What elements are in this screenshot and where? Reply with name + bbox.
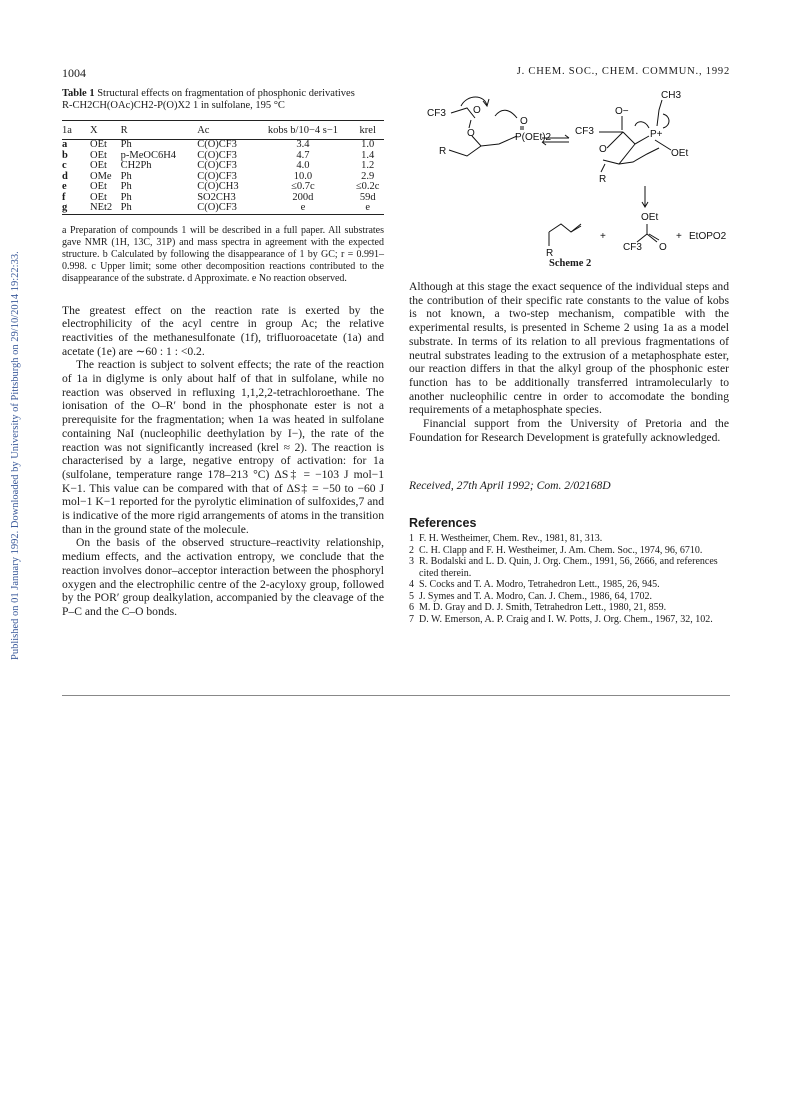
scheme-label: O xyxy=(473,105,481,116)
product-allyl-bonds xyxy=(549,224,581,246)
page-bottom-rule xyxy=(62,695,730,696)
table-row xyxy=(62,140,384,151)
table-cell: C(O)CH3 xyxy=(197,181,239,192)
scheme-label: OEt xyxy=(641,212,659,223)
table-cell: OEt xyxy=(90,181,107,192)
scheme-label: CF3 xyxy=(623,242,642,253)
table-cell: 3.4 xyxy=(296,139,310,150)
scheme-label: P+ xyxy=(650,129,663,140)
table-column-header: X xyxy=(90,125,98,136)
table-cell: C(O)CF3 xyxy=(197,202,237,213)
left-body-text xyxy=(62,304,384,619)
reference-number: 2 xyxy=(409,544,414,556)
table-cell: CH2Ph xyxy=(120,160,152,171)
table-column-header: R xyxy=(120,125,128,136)
left-column xyxy=(62,88,384,619)
references-heading: References xyxy=(409,516,477,530)
table-cell: Ph xyxy=(120,181,132,192)
table-cell: Ph xyxy=(120,139,132,150)
side-note-text: Published on 01 January 1992. Downloaded by University of Pittsburgh on 29/10/2014 19:22:33. xyxy=(10,251,21,660)
table-cell: 4.0 xyxy=(296,160,310,171)
scheme-label: EtOPO2 xyxy=(689,231,727,242)
table-cell: Ph xyxy=(120,191,132,203)
scheme-label: R xyxy=(546,248,554,259)
table-label: Table 1 xyxy=(62,88,95,99)
table-cell: SO2CH3 xyxy=(197,191,236,203)
reference-number: 6 xyxy=(409,602,414,613)
reference-item xyxy=(409,591,729,603)
reference-number: 4 xyxy=(409,579,414,590)
reference-text: S. Cocks and T. A. Modro, Tetrahedron Lett., 1985, 26, 945. xyxy=(419,579,660,590)
table-cell: e xyxy=(300,202,306,213)
table-cell: NEt2 xyxy=(90,202,113,213)
table-cell: e xyxy=(62,181,67,192)
paragraph: The reaction is subject to solvent effects; the rate of the reaction of 1a in diglyme is only about half of that in sulfolane, while no reaction was observed in refluxing 1,1,2,2-tetrachloroethane. The ionisation of the O–R′ bond in the phosphonate ester is not a prerequisite for the fragmentation; when 1a was heated in sulfolane containing NaI (nucleophilic deethylation by I−), the rate of the reaction was not significantly increased (krel ≈ 2). The reaction is characterised by a large, negative entropy of activation: for 1a (sulfolane, temperature range 178–213 °C) ΔS‡ = −103 J mol−1 K−1. This value can be compared with that of ΔS‡ = −50 to −60 J mol−1 K−1 reported for the pyrolytic elimination of sulfoxides,7 and is indicative of the more rigid arrangements of atoms in the transition than in the ground state of the molecule. xyxy=(62,358,384,536)
table-cell: OMe xyxy=(90,170,112,182)
scheme-label: R xyxy=(599,174,607,185)
reference-item xyxy=(409,579,729,591)
table-cell: ≤0.2c xyxy=(355,181,380,192)
table-cell: a xyxy=(62,139,68,150)
table-column-header: kobs b/10−4 s−1 xyxy=(267,125,339,136)
table-cell: p-MeOC6H4 xyxy=(120,149,177,161)
table-cell: 1.0 xyxy=(361,139,375,150)
table-cell: e xyxy=(365,202,371,213)
reference-text: D. W. Emerson, A. P. Craig and I. W. Potts, J. Org. Chem., 1967, 32, 102. xyxy=(419,613,713,625)
table-header-row xyxy=(62,121,384,140)
scheme-label: O xyxy=(599,144,607,155)
download-side-note xyxy=(0,240,20,660)
reference-item xyxy=(409,556,729,579)
table-cell: OEt xyxy=(90,160,107,171)
reference-number: 1 xyxy=(409,533,414,544)
reference-text: F. H. Westheimer, Chem. Rev., 1981, 81, 313. xyxy=(419,533,603,544)
table-cell: C(O)CF3 xyxy=(197,149,237,161)
left-structure-bonds xyxy=(449,97,523,156)
reference-number: 7 xyxy=(409,613,414,625)
product-ester-bonds xyxy=(637,224,659,242)
table-caption-line2: R-CH2CH(OAc)CH2-P(O)X2 1 in sulfolane, 195 °C xyxy=(62,100,285,111)
scheme-label: O xyxy=(467,128,475,139)
table-cell: 1.2 xyxy=(361,160,375,171)
table-column-header: Ac xyxy=(197,125,210,136)
down-arrow xyxy=(642,186,648,207)
reference-text: C. H. Clapp and F. H. Westheimer, J. Am. Chem. Soc., 1974, 96, 6710. xyxy=(419,544,703,556)
table-cell: ≤0.7c xyxy=(291,181,315,192)
table-cell: 59d xyxy=(359,191,376,203)
table-caption-line1: Structural effects on fragmentation of phosphonic derivatives xyxy=(97,88,355,99)
reference-number: 3 xyxy=(409,556,414,567)
table-cell: 10.0 xyxy=(293,170,313,182)
paragraph: Although at this stage the exact sequence of the individual steps and the contribution of their specific rate constants to the value of kobs is not known, a two-step mechanism, compatible with the experimental results, is presented in Scheme 2 using 1a as a model substrate. In terms of its relation to all previous fragmentations of neutral substrates leading to the extrusion of a metaphosphate ester, our reaction differs in that the alkyl group of the phosphonic ester function has to be additionally transferred intramolecularly to another nucleophilic centre in order to accomodate the bonding requirements of a metaphosphate species. xyxy=(409,280,729,417)
reference-number: 5 xyxy=(409,590,414,602)
table-cell: 1.4 xyxy=(361,149,375,161)
table-column-header: krel xyxy=(359,125,376,136)
table-cell: 4.7 xyxy=(296,149,310,161)
scheme-label: OEt xyxy=(671,148,689,159)
scheme-label: CH3 xyxy=(661,90,682,101)
table-cell: 2.9 xyxy=(361,170,375,182)
reference-item xyxy=(409,545,729,557)
scheme-caption: Scheme 2 xyxy=(549,258,592,269)
table-cell: C(O)CF3 xyxy=(197,139,237,150)
paragraph: On the basis of the observed structure–reactivity relationship, medium effects, and the activation entropy, we conclude that the reaction involves donor–acceptor interaction between the phosphoryl oxygen and the electrophilic centre of the 2-acyloxy group, followed by the POR′ group dealkylation, accompanied by the cleavage of the P–C and the C–O bonds. xyxy=(62,536,384,618)
scheme-label: CF3 xyxy=(575,126,594,137)
table-cell: C(O)CF3 xyxy=(197,170,237,182)
table-body xyxy=(62,140,384,215)
paragraph: Financial support from the University of Pretoria and the Foundation for Research Development is gratefully acknowledged. xyxy=(409,417,729,444)
table-cell: C(O)CF3 xyxy=(197,160,237,171)
received-date: Received, 27th April 1992; Com. 2/02168D xyxy=(409,479,611,492)
reference-text: J. Symes and T. A. Modro, Can. J. Chem., 1986, 64, 1702. xyxy=(419,590,652,602)
reference-text: M. D. Gray and D. J. Smith, Tetrahedron Lett., 1980, 21, 859. xyxy=(419,602,667,613)
table-cell: g xyxy=(62,202,68,213)
table-cell: Ph xyxy=(120,170,132,182)
table-row xyxy=(62,203,384,214)
scheme-label: O− xyxy=(615,106,629,117)
reference-text: R. Bodalski and L. D. Quin, J. Org. Chem., 1991, 56, 2666, and references cited therein. xyxy=(419,556,718,579)
scheme-label: + xyxy=(600,231,606,242)
table-cell: f xyxy=(62,191,66,203)
table-cell: d xyxy=(62,170,68,182)
table-row xyxy=(62,182,384,193)
table-column-header: 1a xyxy=(62,125,72,136)
scheme-label: + xyxy=(676,231,682,242)
scheme-label: P(OEt)2 xyxy=(515,132,552,143)
reference-item xyxy=(409,614,729,626)
journal-header: J. CHEM. SOC., CHEM. COMMUN., 1992 xyxy=(516,66,730,77)
right-body-text xyxy=(409,280,729,444)
table-cell: OEt xyxy=(90,191,107,203)
paragraph: The greatest effect on the reaction rate is exerted by the electrophilicity of the acyl centre in group Ac; the relative reactivities of the methanesulfonate (1f), trifluoroacetate (1a) and acetate (1e) are ∼60 : 1 : <0.2. xyxy=(62,303,384,358)
page-number: 1004 xyxy=(62,66,86,80)
reference-item xyxy=(409,602,729,614)
results-table xyxy=(62,120,384,215)
table-cell: OEt xyxy=(90,149,107,161)
references-list xyxy=(409,533,729,625)
table-row xyxy=(62,161,384,172)
table-cell: c xyxy=(62,160,67,171)
table-cell: Ph xyxy=(120,202,132,213)
scheme-2-diagram xyxy=(409,86,739,266)
scheme-label: R xyxy=(439,146,447,157)
table-cell: 200d xyxy=(292,191,314,203)
scheme-label: O xyxy=(659,242,667,253)
table-caption xyxy=(62,88,384,112)
table-footnotes: a Preparation of compounds 1 will be described in a full paper. All substrates gave NMR (1H, 13C, 31P) and mass spectra in agreement with the expected structure. b Calculated by following the disappearance of 1 by GC; r = 0.991–0.998. c Upper limit; some other decomposition reactions contributed to the disappearance of the substrate. d Approximate. e No reaction observed. xyxy=(62,224,384,284)
scheme-label: O xyxy=(520,116,528,127)
table-cell: b xyxy=(62,149,68,161)
scheme-label: CF3 xyxy=(427,108,446,119)
table-cell: OEt xyxy=(90,139,107,150)
reference-item xyxy=(409,533,729,545)
